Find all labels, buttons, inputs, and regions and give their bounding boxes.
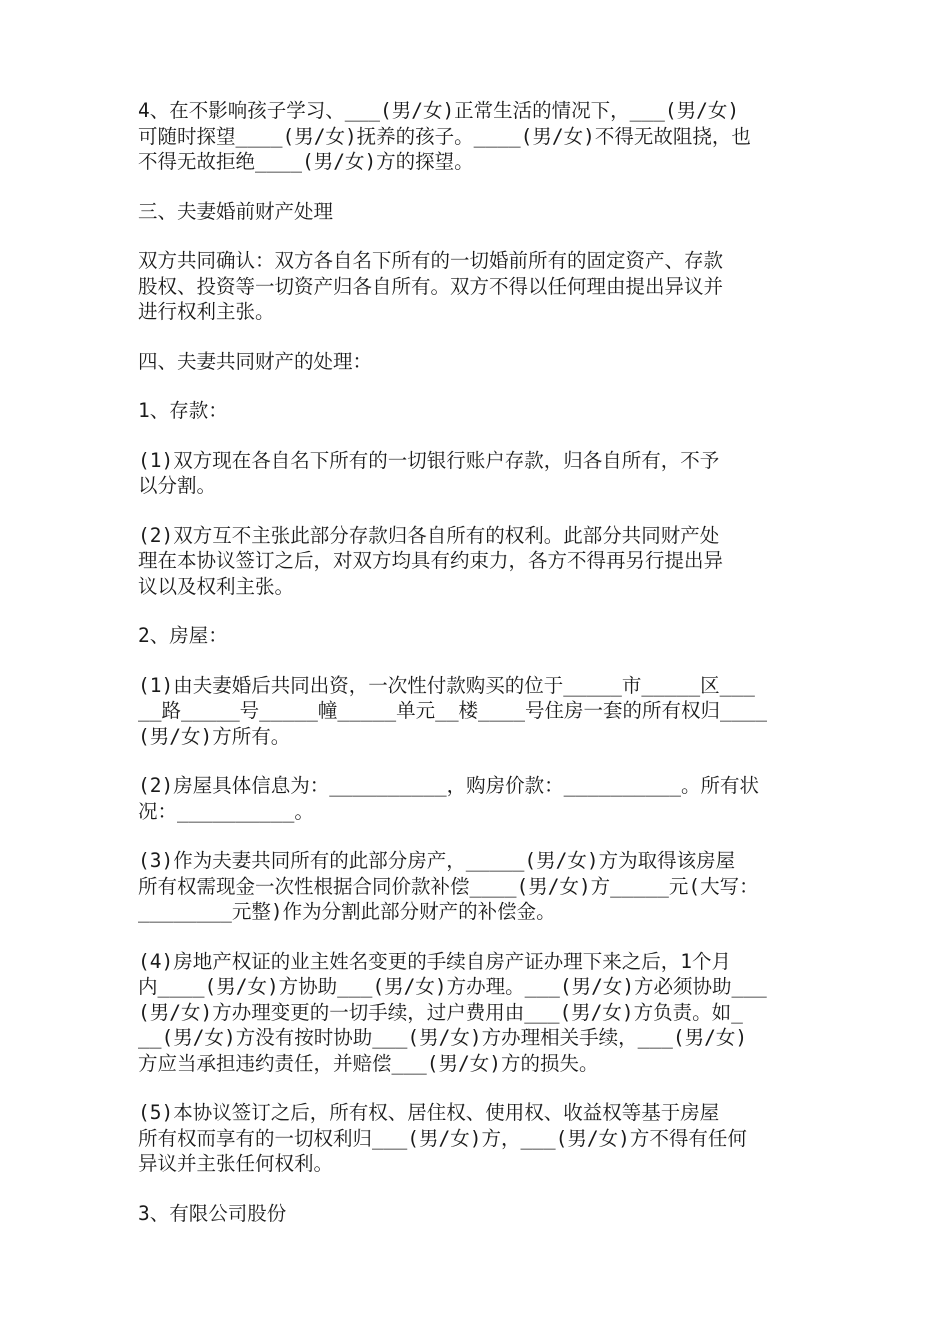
text-line: 所有权而享有的一切权利归___(男/女)方，___(男/女)方不得有任何 [138,1126,747,1150]
paragraph [138,398,814,424]
document-body [138,98,814,1226]
text-line: 异议并主张任何权利。 [138,1152,334,1175]
paragraph [138,1201,814,1227]
text-line: 股权、投资等一切资产归各自所有。双方不得以任何理由提出异议并 [138,274,724,298]
text-line: 2、房屋： [138,624,228,647]
paragraph [138,949,814,1077]
text-line: (3)作为夫妻共同所有的此部分房产，_____(男/女)方为取得该房屋 [138,849,736,872]
text-line: __路_____号_____幢_____单元__楼____号住房一套的所有权归____ [138,699,767,722]
paragraph [138,199,814,225]
paragraph [138,1100,814,1177]
text-line: ________元整)作为分割此部分财产的补偿金。 [138,900,556,923]
text-line: 况：__________。 [138,799,314,823]
text-line: (4)房地产权证的业主姓名变更的手续自房产证办理下来之后，1个月 [138,949,731,973]
text-line: __(男/女)方没有按时协助___(男/女)方办理相关手续，___(男/女) [138,1026,748,1049]
text-line: 双方共同确认：双方各自名下所有的一切婚前所有的固定资产、存款 [138,249,724,272]
paragraph [138,349,814,375]
text-line: (1)双方现在各自名下所有的一切银行账户存款，归各自所有，不予 [138,448,720,472]
text-line: (2)双方互不主张此部分存款归各自所有的权利。此部分共同财产处 [138,523,720,547]
text-line: 3、有限公司股份 [138,1201,287,1225]
text-line: (男/女)方所有。 [138,724,291,748]
text-line: 四、夫妻共同财产的处理： [138,349,373,373]
text-line: 4、在不影响孩子学习、___(男/女)正常生活的情况下，___(男/女) [138,99,740,122]
paragraph [138,448,814,499]
text-line: 所有权需现金一次性根据合同价款补偿____(男/女)方_____元(大写： [138,874,759,898]
text-line: (男/女)方办理变更的一切手续，过户费用由___(男/女)方负责。如_ [138,1000,743,1024]
paragraph [138,848,814,925]
text-line: 以分割。 [138,474,217,497]
text-line: 1、存款： [138,399,228,422]
text-line: 不得无故拒绝____(男/女)方的探望。 [138,150,474,173]
paragraph [138,98,814,175]
text-line: 方应当承担违约责任，并赔偿___(男/女)方的损失。 [138,1051,599,1075]
text-line: 可随时探望____(男/女)抚养的孩子。____(男/女)不得无故阻挠，也 [138,124,751,148]
paragraph [138,248,814,325]
text-line: 内____(男/女)方协助___(男/女)方办理。___(男/女)方必须协助___ [138,975,767,998]
text-line: 议以及权利主张。 [138,574,295,598]
paragraph [138,673,814,750]
paragraph [138,773,814,824]
text-line: 理在本协议签订之后，对双方均具有约束力，各方不得再另行提出异 [138,549,724,572]
text-line: 三、夫妻婚前财产处理 [138,199,334,223]
text-line: (1)由夫妻婚后共同出资，一次性付款购买的位于_____市_____区___ [138,673,755,697]
paragraph [138,523,814,600]
paragraph [138,623,814,649]
text-line: 进行权利主张。 [138,300,275,323]
text-line: (5)本协议签订之后，所有权、居住权、使用权、收益权等基于房屋 [138,1101,720,1124]
text-line: (2)房屋具体信息为：__________，购房价款：__________。所有状 [138,774,760,797]
